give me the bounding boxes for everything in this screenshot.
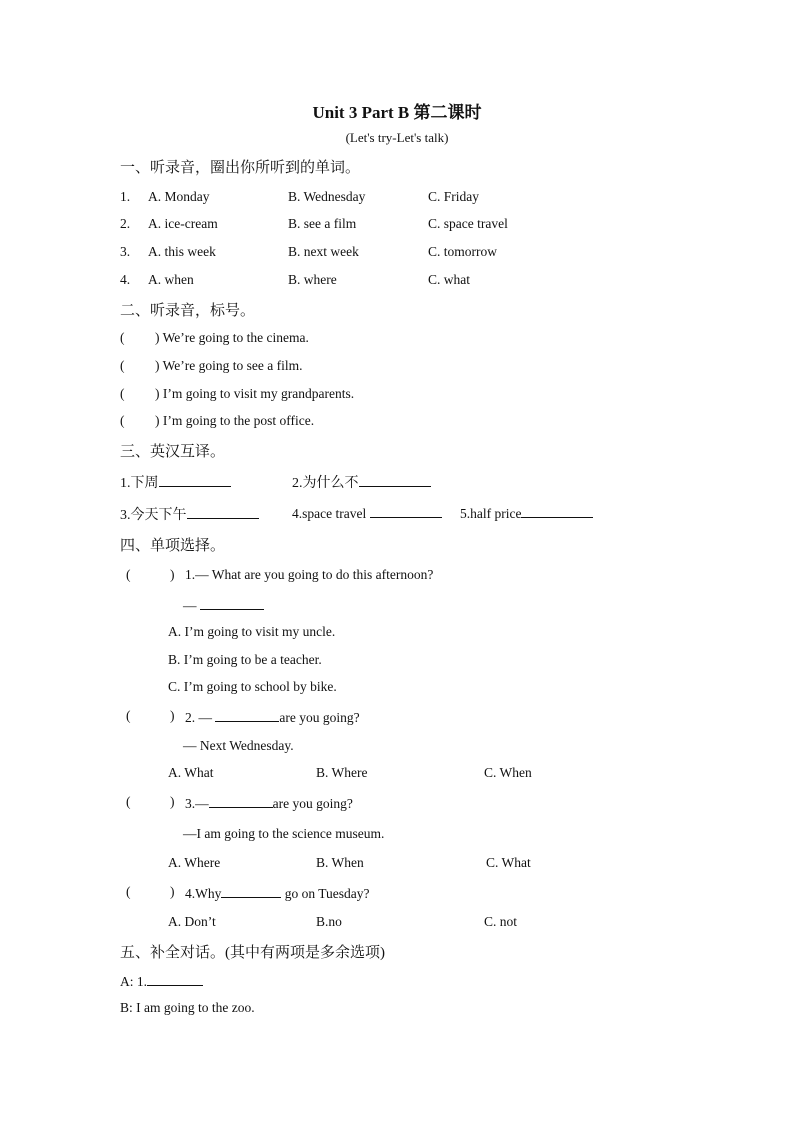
option-a: A. this week — [148, 244, 216, 259]
answer-paren-close: ) — [170, 708, 175, 723]
option-c: C. What — [486, 855, 531, 870]
option-b: B.no — [316, 914, 342, 929]
section3-heading: 三、英汉互译。 — [120, 444, 226, 460]
answer-paren[interactable]: ( — [120, 386, 125, 401]
option-b: B. I’m going to be a teacher. — [168, 652, 322, 667]
answer-blank[interactable] — [521, 504, 593, 518]
translate-prompt: 3.今天下午 — [120, 508, 187, 523]
item-text: ) We’re going to see a film. — [155, 358, 303, 373]
answer-paren[interactable]: ( — [120, 413, 125, 428]
option-c: C. not — [484, 914, 518, 929]
option-a: A. I’m going to visit my uncle. — [168, 624, 336, 639]
section5-heading: 五、补全对话。(其中有两项是多余选项) — [120, 945, 385, 961]
option-c: C. When — [484, 765, 532, 780]
translate-prompt: 2.为什么不 — [292, 476, 359, 491]
item-text: ) We’re going to the cinema. — [155, 330, 309, 345]
answer-paren-open[interactable]: ( — [126, 794, 131, 809]
answer-blank[interactable] — [359, 473, 431, 487]
translate-item — [292, 504, 442, 522]
translate-item — [292, 472, 431, 492]
answer-blank[interactable] — [159, 473, 231, 487]
page-subtitle: (Let's try-Let's talk) — [345, 130, 449, 145]
question-stem: 2. — are you going? — [185, 710, 360, 725]
option-a: A. Where — [168, 855, 221, 870]
option-a: A. Don’t — [168, 914, 216, 929]
answer-line: — Next Wednesday. — [183, 738, 294, 753]
question-stem: 1.— What are you going to do this afternoon? — [185, 567, 434, 582]
answer-paren-close: ) — [170, 567, 175, 582]
answer-paren-open[interactable]: ( — [126, 567, 131, 582]
item-text: ) I’m going to visit my grandparents. — [155, 386, 355, 401]
option-a: A. What — [168, 765, 214, 780]
answer-blank[interactable] — [187, 505, 259, 519]
translate-item — [120, 504, 259, 524]
section4-heading: 四、单项选择。 — [120, 538, 226, 554]
question-stem: 3.— are you going? — [185, 796, 353, 811]
option-c: C. space travel — [428, 216, 508, 231]
translate-prompt: 4.space travel — [292, 506, 367, 521]
item-number: 2. — [120, 216, 131, 231]
option-a: A. ice-cream — [148, 216, 218, 231]
answer-blank[interactable] — [370, 504, 442, 518]
translate-item — [120, 472, 231, 492]
answer-blank[interactable] — [209, 794, 273, 808]
answer-paren[interactable]: ( — [120, 330, 125, 345]
dialogue-line-b: B: I am going to the zoo. — [120, 1000, 255, 1015]
answer-blank[interactable] — [147, 972, 203, 986]
option-b: B. where — [288, 272, 337, 287]
item-number: 3. — [120, 244, 131, 259]
option-a: A. when — [148, 272, 194, 287]
answer-blank[interactable] — [200, 596, 264, 610]
option-b: B. Where — [316, 765, 368, 780]
translate-item — [460, 504, 593, 522]
section2-heading: 二、听录音，标号。 — [120, 303, 256, 319]
question-stem: 4.Why go on Tuesday? — [185, 886, 370, 901]
option-b: B. next week — [288, 244, 359, 259]
answer-paren-close: ) — [170, 884, 175, 899]
section1-heading: 一、听录音，圈出你所听到的单词。 — [120, 160, 361, 176]
answer-paren-open[interactable]: ( — [126, 708, 131, 723]
option-c: C. Friday — [428, 189, 480, 204]
answer-line: —I am going to the science museum. — [183, 826, 385, 841]
answer-paren-close: ) — [170, 794, 175, 809]
dialogue-line-a: A: 1. — [120, 972, 203, 990]
answer-line: — — [183, 596, 264, 614]
translate-prompt: 5.half price — [460, 506, 522, 521]
option-c: C. tomorrow — [428, 244, 497, 259]
answer-blank[interactable] — [215, 708, 279, 722]
answer-paren[interactable]: ( — [120, 358, 125, 373]
answer-paren-open[interactable]: ( — [126, 884, 131, 899]
item-number: 4. — [120, 272, 131, 287]
item-text: ) I’m going to the post office. — [155, 413, 315, 428]
option-a: A. Monday — [148, 189, 210, 204]
item-number: 1. — [120, 189, 131, 204]
option-b: B. When — [316, 855, 364, 870]
page-title: Unit 3 Part B 第二课时 — [312, 103, 482, 122]
option-c: C. I’m going to school by bike. — [168, 679, 337, 694]
translate-prompt: 1.下周 — [120, 476, 159, 491]
answer-blank[interactable] — [221, 884, 281, 898]
option-c: C. what — [428, 272, 470, 287]
option-b: B. see a film — [288, 216, 357, 231]
option-b: B. Wednesday — [288, 189, 366, 204]
